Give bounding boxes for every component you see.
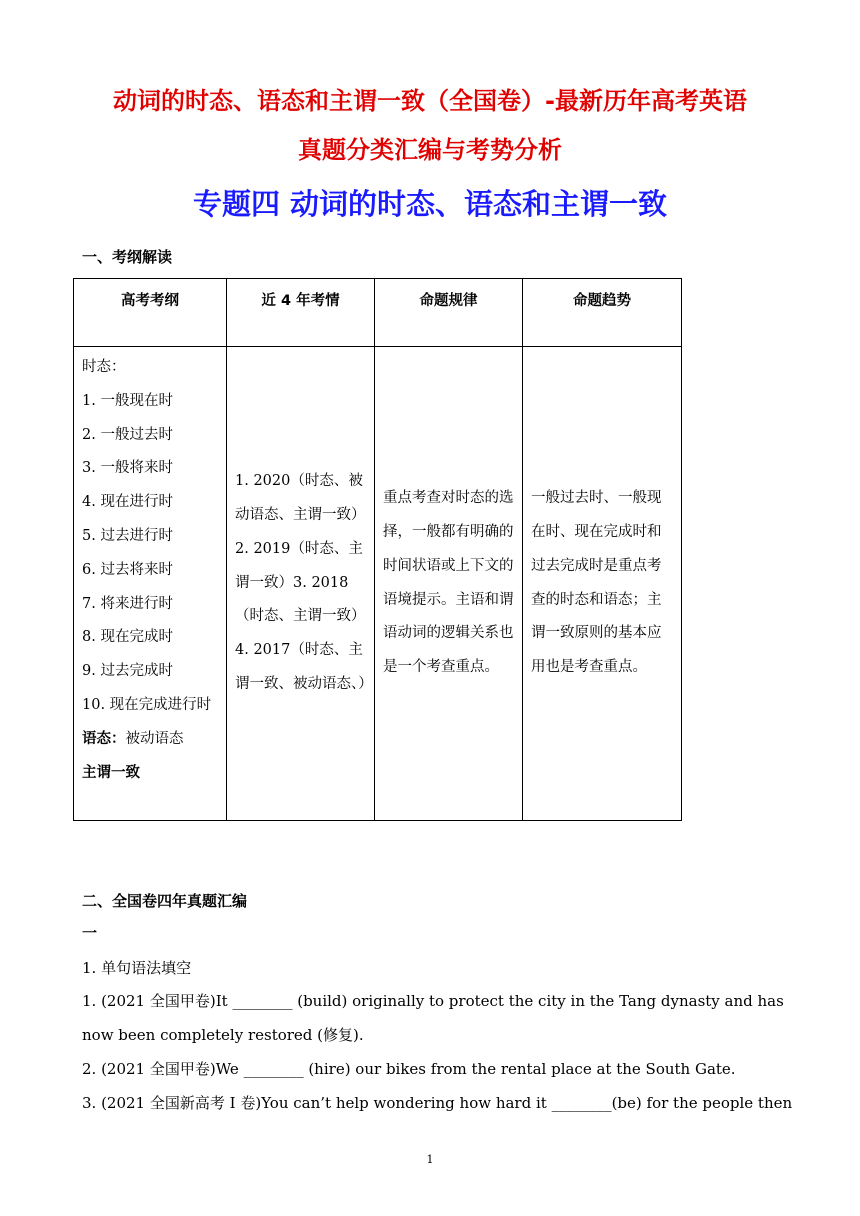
table-header-row xyxy=(74,279,682,347)
list-item: 8. 现在完成时 xyxy=(82,629,173,646)
list-item: 5. 过去进行时 xyxy=(82,527,173,544)
section-heading-outline: 一、考纲解读 xyxy=(82,248,173,266)
voice-line xyxy=(82,723,218,757)
topic-title: 专题四 动词的时态、语态和主谓一致 xyxy=(192,187,668,221)
list-item: 6. 过去将来时 xyxy=(82,561,173,578)
cell-exam-outline xyxy=(74,347,227,821)
table-body-row xyxy=(74,347,682,821)
agreement-label: 主谓一致 xyxy=(82,764,140,781)
question-line: now been completely restored (修复). xyxy=(82,1026,364,1044)
header-exam-outline: 高考考纲 xyxy=(74,279,227,347)
section-heading-exam-questions: 二、全国卷四年真题汇编 xyxy=(82,892,248,910)
header-question-trend: 命题趋势 xyxy=(523,279,682,347)
list-item: 2. 一般过去时 xyxy=(82,426,173,443)
question-line: 2. (2021 全国甲卷)We ________ (hire) our bikes from the rental place at the South Gate. xyxy=(82,1060,736,1078)
list-item: 10. 现在完成进行时 xyxy=(82,696,212,713)
voice-value: 被动语态 xyxy=(125,730,184,747)
cell-recent-years: 1. 2020（时态、被动语态、主谓一致）2. 2019（时态、主谓一致）3. 2018（时态、主谓一致）4. 2017（时态、主谓一致、被动语态、） xyxy=(227,347,375,821)
page-number: 1 xyxy=(426,1153,434,1166)
tense-list xyxy=(82,385,218,723)
cell-question-pattern: 重点考查对时态的选择，一般都有明确的时间状语或上下文的语境提示。主语和谓语动词的逻辑关系也是一个考查重点。 xyxy=(375,347,523,821)
document-title-line1: 动词的时态、语态和主谓一致（全国卷）-最新历年高考英语 xyxy=(113,87,747,115)
list-item: 9. 过去完成时 xyxy=(82,663,173,680)
list-item: 3. 一般将来时 xyxy=(82,460,173,477)
outline-table xyxy=(73,278,682,821)
list-item: 1. 一般现在时 xyxy=(82,392,173,409)
tense-label: 时态： xyxy=(82,359,126,375)
exercise-title: 1. 单句语法填空 xyxy=(82,959,192,977)
header-question-pattern: 命题规律 xyxy=(375,279,523,347)
list-item: 4. 现在进行时 xyxy=(82,494,173,511)
cell-question-trend: 一般过去时、一般现在时、现在完成时和过去完成时是重点考查的时态和语态；主谓一致原则的基本应用也是考查重点。 xyxy=(523,347,682,821)
question-line: 3. (2021 全国新高考 I 卷)You can’t help wondering how hard it ________(be) for the people then xyxy=(82,1094,793,1112)
list-item: 7. 将来进行时 xyxy=(82,595,173,612)
document-title-line2: 真题分类汇编与考势分析 xyxy=(298,136,562,164)
voice-label: 语态： xyxy=(82,730,126,747)
question-line: 1. (2021 全国甲卷)It ________ (build) originally to protect the city in the Tang dynasty and has xyxy=(82,992,784,1010)
header-recent-years: 近 4 年考情 xyxy=(227,279,375,347)
sub-heading: 一 xyxy=(82,924,98,942)
